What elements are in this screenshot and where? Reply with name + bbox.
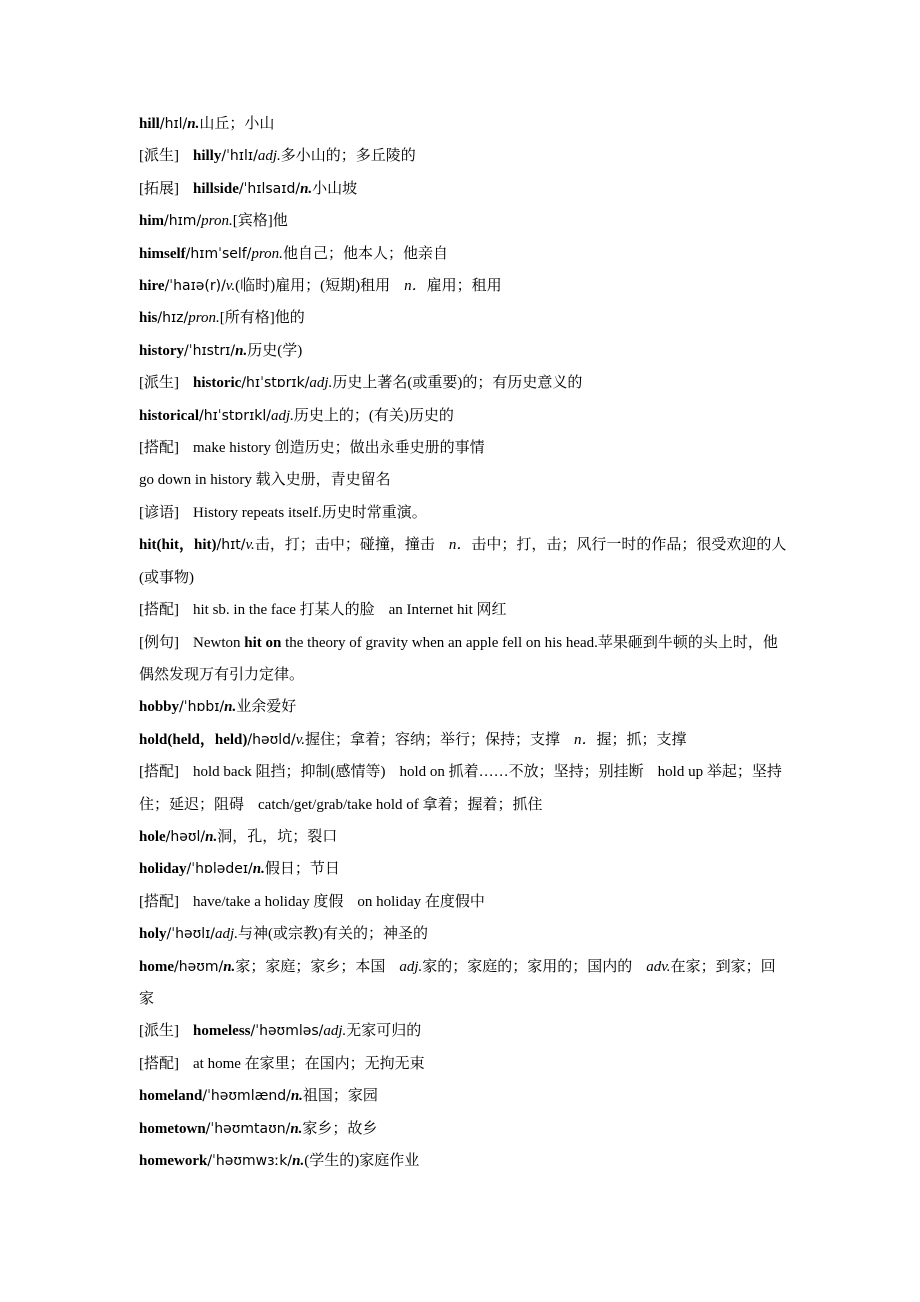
phonetic: /ˈhɪlɪ/	[221, 148, 258, 165]
entry-text: 多小山的；多丘陵的	[280, 148, 416, 165]
entry-text: 洞，孔，坑；裂口	[217, 828, 338, 845]
entry-text: on holiday 在度假中	[357, 893, 485, 910]
entry-text: hold back 阻挡；抑制(感情等)	[193, 764, 386, 781]
phonetic: /hɪl/	[159, 116, 188, 132]
part-of-speech: n.	[290, 1120, 303, 1137]
entry-line	[139, 627, 789, 692]
headword: home	[139, 958, 174, 975]
entry-text: hold on 抓着……不放；坚持；别挂断	[399, 764, 644, 781]
entry-line	[139, 302, 789, 334]
entry-line	[139, 464, 789, 496]
part-of-speech: n.	[290, 1088, 303, 1105]
entry-text: 与神(或宗教)有关的；神圣的	[237, 926, 428, 943]
entry-text: 小山坡	[312, 180, 358, 197]
entry-text: 雇用；租用	[426, 278, 502, 295]
part-of-speech: pron.	[188, 310, 220, 327]
section-tag: [拓展]	[139, 180, 179, 197]
headword: hit on	[244, 634, 282, 651]
phonetic: /həʊl/	[165, 828, 206, 845]
part-of-speech: adj.	[399, 958, 423, 975]
part-of-speech: n.	[223, 958, 236, 975]
headword: historical	[139, 407, 199, 424]
phonetic: /ˈhəʊmwɜːk/	[207, 1153, 293, 1169]
entry-line	[139, 497, 789, 529]
part-of-speech: adj.	[309, 375, 333, 392]
entry-text: 击，打；击中；碰撞，撞击	[254, 537, 435, 554]
entry-text: catch/get/grab/take hold of 拿着；握着；抓住	[258, 796, 543, 813]
entry-line	[139, 367, 789, 399]
section-tag: [派生]	[139, 148, 179, 165]
section-tag: [搭配]	[139, 602, 179, 619]
section-tag: [搭配]	[139, 764, 179, 781]
headword: holiday	[139, 861, 187, 878]
entry-line	[139, 1113, 789, 1145]
entry-line	[139, 821, 789, 853]
headword: hilly	[193, 148, 222, 165]
phonetic: /həʊld/	[247, 731, 296, 748]
section-tag: [派生]	[139, 375, 179, 392]
entry-text: (临时)雇用；(短期)租用	[235, 278, 391, 295]
entry-text: 他自己；他本人；他亲自	[282, 245, 448, 262]
part-of-speech: v.	[245, 537, 255, 554]
entry-text: hit sb. in the face 打某人的脸	[193, 602, 375, 619]
entry-text: 历史(学)	[247, 342, 303, 359]
entry-line	[139, 1080, 789, 1112]
entry-line	[139, 238, 789, 270]
part-of-speech: n.	[292, 1153, 305, 1169]
phonetic: /ˈhəʊmtaʊn/	[205, 1120, 291, 1137]
headword: homework	[139, 1153, 208, 1169]
section-tag: [搭配]	[139, 440, 179, 457]
headword: himself	[139, 245, 186, 262]
part-of-speech: adj.	[257, 148, 281, 165]
entry-line	[139, 1048, 789, 1080]
entry-line	[139, 691, 789, 723]
headword: historic	[193, 375, 242, 392]
entry-line	[139, 400, 789, 432]
headword: hit(hit，hit)	[139, 537, 217, 554]
entry-text: 击中；打，击；风行一时的作品；很受欢迎的人(或事物)	[139, 537, 787, 586]
part-of-speech: n．	[404, 278, 427, 295]
headword: hobby	[139, 699, 180, 716]
part-of-speech: n.	[187, 116, 200, 132]
entry-text: Newton	[193, 634, 245, 651]
entry-text: (学生的)家庭作业	[304, 1153, 420, 1169]
part-of-speech: adj.	[270, 407, 294, 424]
entry-line	[139, 951, 789, 1016]
headword: hold(held，held)	[139, 731, 248, 748]
phonetic: /hɪˈstɒrɪk/	[241, 375, 310, 392]
entry-text: 家的；家庭的；家用的；国内的	[422, 958, 633, 975]
entry-text: go down in history 载入史册，青史留名	[139, 472, 391, 489]
phonetic: /hɪt/	[216, 537, 246, 554]
phonetic: /ˈhəʊmləs/	[250, 1023, 324, 1040]
phonetic: /ˈhaɪə(r)/	[164, 278, 226, 295]
entry-text: 握；抓；支撑	[596, 731, 687, 748]
part-of-speech: adv.	[646, 958, 671, 975]
headword: holy	[139, 926, 167, 943]
entry-text: an Internet hit 网红	[388, 602, 507, 619]
phonetic: /ˈhɪstrɪ/	[184, 342, 236, 359]
phonetic: /həʊm/	[174, 958, 224, 975]
phonetic: /hɪz/	[157, 310, 189, 327]
part-of-speech: n．	[448, 537, 472, 554]
entry-line	[139, 270, 789, 302]
headword: hire	[139, 278, 165, 295]
phonetic: /ˈhəʊmlænd/	[202, 1088, 291, 1105]
phonetic: /hɪmˈself/	[185, 245, 252, 262]
entry-text: History repeats itself.历史时常重演。	[193, 504, 427, 521]
headword: hole	[139, 828, 166, 845]
headword: hometown	[139, 1120, 206, 1137]
entry-line	[139, 724, 789, 756]
part-of-speech: n.	[300, 180, 313, 197]
entry-line	[139, 335, 789, 367]
entry-text: 家乡；故乡	[302, 1120, 378, 1137]
part-of-speech: adj.	[215, 926, 238, 943]
entry-text: 无家可归的	[346, 1023, 422, 1040]
entry-line	[139, 1015, 789, 1047]
entry-text: 历史上著名(或重要)的；有历史意义的	[332, 375, 583, 392]
entry-line	[139, 918, 789, 950]
entry-text: 历史上的；(有关)历史的	[293, 407, 454, 424]
headword: his	[139, 310, 158, 327]
entry-text: make history 创造历史；做出永垂史册的事情	[193, 440, 485, 457]
part-of-speech: n.	[224, 699, 237, 716]
section-tag: [例句]	[139, 634, 179, 651]
entry-text: 握住；拿着；容纳；举行；保持；支撑	[305, 731, 561, 748]
phonetic: /ˈhɒlədeɪ/	[186, 861, 253, 878]
part-of-speech: n.	[205, 828, 218, 845]
part-of-speech: pron.	[201, 213, 233, 230]
entry-text: [所有格]他的	[219, 310, 305, 327]
part-of-speech: pron.	[251, 245, 283, 262]
part-of-speech: n．	[574, 731, 597, 748]
entry-line	[139, 140, 789, 172]
entry-line	[139, 205, 789, 237]
phonetic: /hɪˈstɒrɪkl/	[199, 407, 271, 424]
entry-line	[139, 1145, 789, 1177]
entry-line	[139, 529, 789, 594]
entry-text: hold up 举起；坚持住；延迟；阻碍	[139, 764, 782, 813]
vocabulary-list	[139, 108, 789, 1177]
phonetic: /ˈhɒbɪ/	[179, 699, 225, 716]
part-of-speech: v.	[295, 731, 306, 748]
entry-line	[139, 173, 789, 205]
section-tag: [谚语]	[139, 504, 179, 521]
entry-text: 山丘；小山	[199, 116, 275, 132]
headword: homeless	[193, 1023, 251, 1040]
entry-text: the theory of gravity when an apple fell on his head.苹果砸到牛顿的头上时，他偶然发现万有引力定律。	[139, 634, 778, 683]
entry-text: 在家；到家；回家	[139, 958, 776, 1007]
headword: hill	[139, 116, 160, 132]
entry-text: 家；家庭；家乡；本国	[235, 958, 386, 975]
entry-text: 业余爱好	[236, 699, 297, 716]
entry-text: have/take a holiday 度假	[193, 893, 344, 910]
part-of-speech: v.	[225, 278, 236, 295]
entry-text: [宾格]他	[232, 213, 288, 230]
entry-line	[139, 108, 789, 140]
headword: history	[139, 342, 184, 359]
phonetic: /hɪm/	[164, 213, 202, 230]
headword: homeland	[139, 1088, 203, 1105]
entry-text: 祖国；家园	[302, 1088, 378, 1105]
part-of-speech: adj.	[323, 1023, 347, 1040]
entry-line	[139, 853, 789, 885]
entry-line	[139, 886, 789, 918]
phonetic: /ˈhɪlsaɪd/	[238, 180, 301, 197]
part-of-speech: n.	[235, 342, 248, 359]
entry-line	[139, 594, 789, 626]
phonetic: /ˈhəʊlɪ/	[166, 926, 216, 943]
section-tag: [搭配]	[139, 893, 179, 910]
entry-text: at home 在家里；在国内；无拘无束	[193, 1055, 425, 1072]
entry-line	[139, 756, 789, 821]
section-tag: [搭配]	[139, 1055, 179, 1072]
entry-line	[139, 432, 789, 464]
headword: him	[139, 213, 165, 230]
part-of-speech: n.	[252, 861, 265, 878]
entry-text: 假日；节日	[264, 861, 340, 878]
headword: hillside	[193, 180, 239, 197]
section-tag: [派生]	[139, 1023, 179, 1040]
